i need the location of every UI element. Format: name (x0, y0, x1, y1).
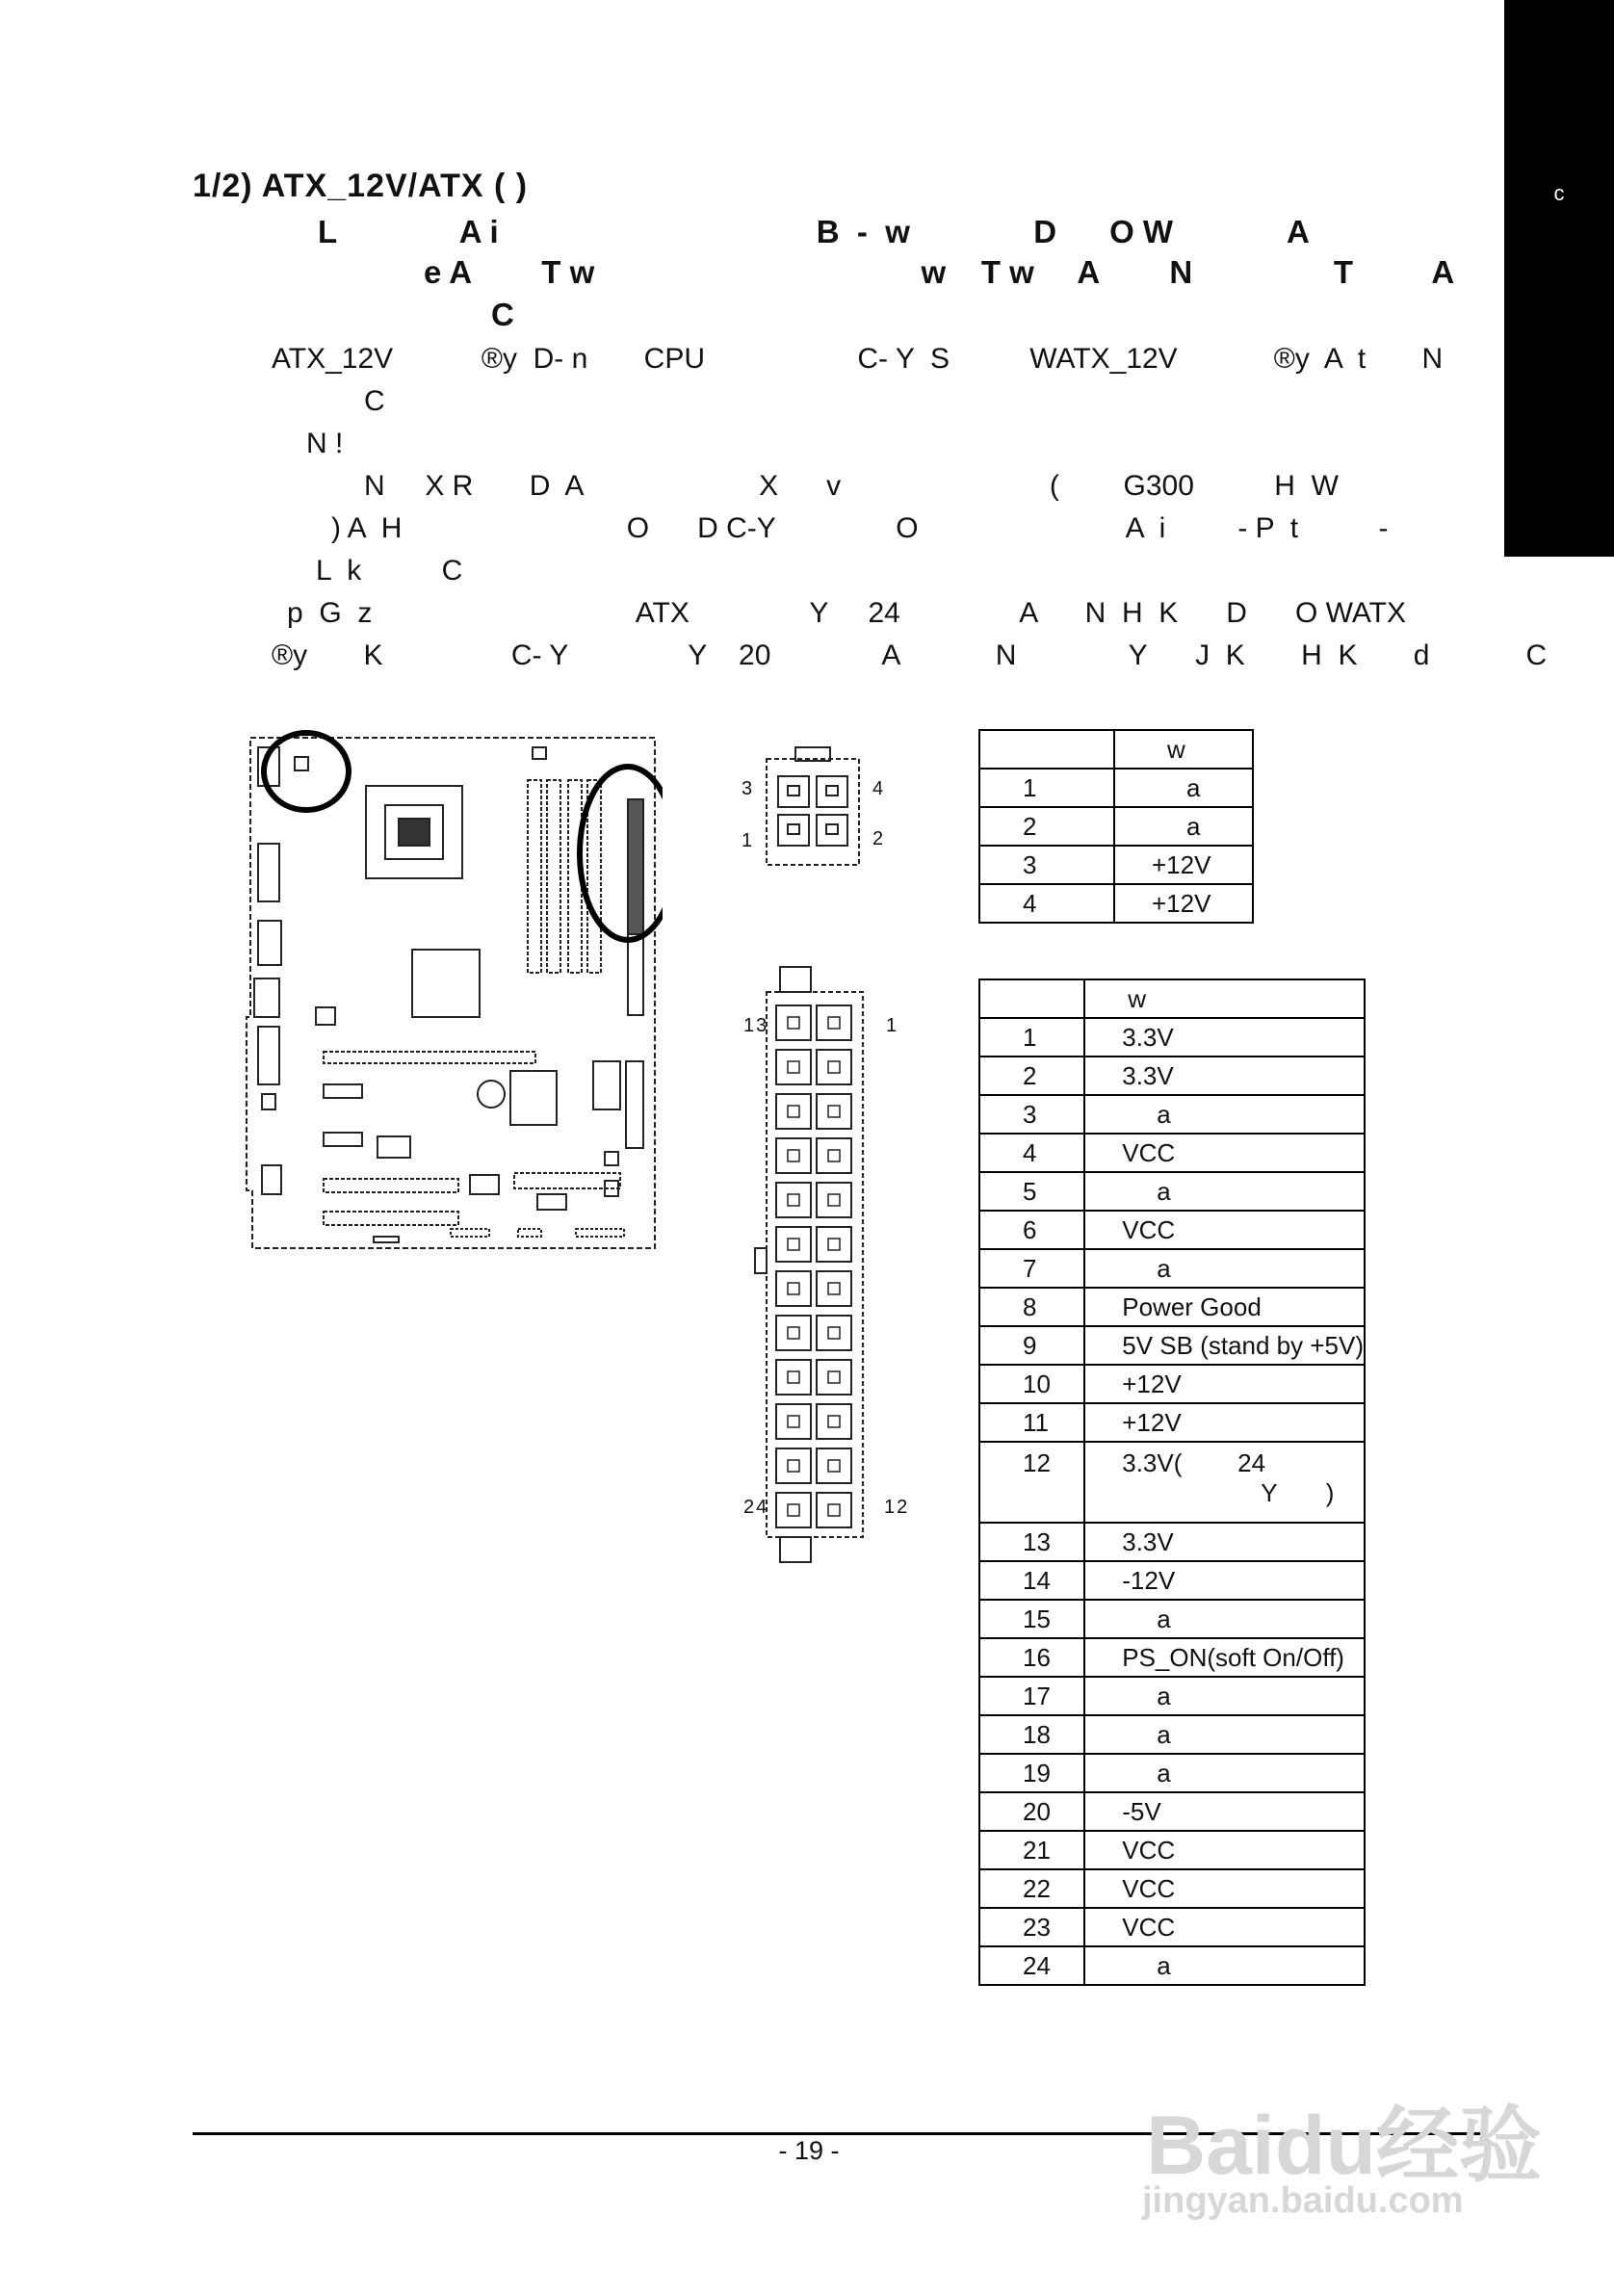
pin-number-cell: 3 (979, 846, 1114, 884)
atx-pin-label-1: 1 (886, 1015, 899, 1036)
table-row (979, 846, 1253, 884)
table-row (979, 1523, 1365, 1561)
table-row (979, 1018, 1365, 1057)
pin-number-cell: 3 (979, 1095, 1084, 1134)
pin-definition-cell: +12V (1084, 1403, 1365, 1442)
pin-number-cell: 10 (979, 1365, 1084, 1403)
table-row (979, 884, 1253, 923)
table-row (979, 1677, 1365, 1715)
pin-definition-cell: -5V (1084, 1792, 1365, 1831)
section-heading: 1/2) ATX_12V/ATX ( ) (193, 168, 529, 204)
pin-number-cell: 19 (979, 1754, 1084, 1792)
atx12v-pin-label-2: 2 (872, 828, 886, 849)
table-row (979, 1134, 1365, 1172)
intro-bold-line-2: e A T w w T w A N T A (424, 254, 1455, 290)
table-header-row (979, 979, 1365, 1018)
page-number: - 19 - (778, 2136, 840, 2165)
table-row (979, 1754, 1365, 1792)
body-line-3: N ! (306, 428, 344, 459)
table-row (979, 1442, 1365, 1523)
table-row (979, 769, 1253, 807)
pin-definition-cell: 3.3V (1084, 1057, 1365, 1095)
table-row (979, 1057, 1365, 1095)
pin-number-cell: 20 (979, 1792, 1084, 1831)
pin-definition-cell: -12V (1084, 1561, 1365, 1600)
pin-definition-cell: VCC (1084, 1869, 1365, 1908)
body-line-5: ) A H O D C-Y O A i - P t - (331, 512, 1389, 544)
pin-number-cell: 4 (979, 884, 1114, 923)
pin-number-cell: 7 (979, 1249, 1084, 1288)
table-row (979, 1211, 1365, 1249)
table-header-cell (979, 730, 1114, 769)
pin-definition-cell: a (1084, 1677, 1365, 1715)
intro-bold-line-1: L A i B - w D O W A (318, 214, 1310, 249)
pin-number-cell: 8 (979, 1288, 1084, 1326)
atx-pin-label-24: 24 (743, 1497, 769, 1518)
table-header-cell (979, 979, 1084, 1018)
body-line-6: L k C (316, 555, 463, 587)
pin-number-cell: 1 (979, 769, 1114, 807)
watermark-logo: Baidu经验 (1146, 2100, 1542, 2192)
pin-definition-cell: a (1084, 1095, 1365, 1134)
pin-number-cell: 17 (979, 1677, 1084, 1715)
pin-number-cell: 9 (979, 1326, 1084, 1365)
atx12v-pin-label-3: 3 (742, 778, 755, 799)
pin-number-cell: 24 (979, 1946, 1084, 1985)
pin-definition-cell: +12V (1114, 884, 1253, 923)
table-row (979, 1403, 1365, 1442)
table-row (979, 1869, 1365, 1908)
pin-definition-cell: a (1084, 1600, 1365, 1638)
pin-definition-cell: a (1084, 1249, 1365, 1288)
intro-bold-line-3: C (491, 297, 514, 332)
table-row (979, 1095, 1365, 1134)
pin-number-cell: 2 (979, 807, 1114, 846)
table-header-cell: w (1084, 979, 1365, 1018)
pin-definition-cell: +12V (1084, 1365, 1365, 1403)
chapter-side-tab-label: c (1553, 181, 1565, 205)
table-row (979, 1249, 1365, 1288)
table-header-cell: w (1114, 730, 1253, 769)
pin-number-cell: 15 (979, 1600, 1084, 1638)
pin-number-cell: 21 (979, 1831, 1084, 1869)
pin-definition-cell: a (1084, 1715, 1365, 1754)
pin-number-cell: 23 (979, 1908, 1084, 1946)
pin-number-cell: 16 (979, 1638, 1084, 1677)
table-row (979, 1946, 1365, 1985)
pin-definition-cell: Power Good (1084, 1288, 1365, 1326)
body-line-8: ®y K C- Y Y 20 A N Y J K H K d C (272, 639, 1548, 671)
table-row (979, 1831, 1365, 1869)
table-row (979, 1638, 1365, 1677)
pin-number-cell: 11 (979, 1403, 1084, 1442)
atx12v-connector-diagram (761, 742, 867, 871)
table-row (979, 807, 1253, 846)
pin-number-cell: 13 (979, 1523, 1084, 1561)
pin-definition-cell: 3.3V( 24 Y ) (1084, 1442, 1365, 1523)
pin-number-cell: 6 (979, 1211, 1084, 1249)
table-header-row (979, 730, 1253, 769)
pin-definition-cell: VCC (1084, 1211, 1365, 1249)
pin-number-cell: 2 (979, 1057, 1084, 1095)
pin-definition-cell: VCC (1084, 1831, 1365, 1869)
atx-24pin-connector-diagram (753, 963, 878, 1566)
atx-pin-label-12: 12 (884, 1497, 910, 1518)
watermark-url: jingyan.baidu.com (1142, 2180, 1464, 2221)
pin-definition-cell: PS_ON(soft On/Off) (1084, 1638, 1365, 1677)
pin-definition-cell: a (1114, 769, 1253, 807)
table-row (979, 1792, 1365, 1831)
pin-number-cell: 4 (979, 1134, 1084, 1172)
table-row (979, 1715, 1365, 1754)
atx-pin-label-13: 13 (743, 1015, 769, 1036)
pin-definition-cell: VCC (1084, 1908, 1365, 1946)
pin-definition-cell: a (1084, 1754, 1365, 1792)
pin-definition-cell: 3.3V (1084, 1018, 1365, 1057)
table-row (979, 1908, 1365, 1946)
body-line-4: N X R D A X v ( G300 H W (364, 470, 1339, 502)
motherboard-diagram (239, 728, 663, 1258)
atx-pin-table (978, 978, 1366, 1986)
pin-definition-cell: VCC (1084, 1134, 1365, 1172)
table-row (979, 1365, 1365, 1403)
pin-number-cell: 5 (979, 1172, 1084, 1211)
atx12v-pin-table (978, 729, 1254, 924)
chapter-side-tab (1504, 0, 1614, 557)
pin-number-cell: 1 (979, 1018, 1084, 1057)
pin-number-cell: 14 (979, 1561, 1084, 1600)
body-line-1: ATX_12V ®y D- n CPU C- Y S WATX_12V ®y A t N (272, 343, 1444, 375)
atx12v-pin-label-1: 1 (742, 830, 755, 851)
pin-definition-cell: a (1114, 807, 1253, 846)
body-line-7: p G z ATX Y 24 A N H K D O WATX (287, 597, 1406, 629)
atx12v-pin-label-4: 4 (872, 778, 886, 799)
pin-number-cell: 18 (979, 1715, 1084, 1754)
table-row (979, 1600, 1365, 1638)
table-row (979, 1288, 1365, 1326)
pin-definition-cell: 3.3V (1084, 1523, 1365, 1561)
table-row (979, 1326, 1365, 1365)
pin-definition-cell: +12V (1114, 846, 1253, 884)
table-row (979, 1561, 1365, 1600)
table-row (979, 1172, 1365, 1211)
pin-definition-cell: 5V SB (stand by +5V) (1084, 1326, 1365, 1365)
pin-definition-cell: a (1084, 1172, 1365, 1211)
pin-number-cell: 12 (979, 1442, 1084, 1523)
pin-definition-cell: a (1084, 1946, 1365, 1985)
pin-number-cell: 22 (979, 1869, 1084, 1908)
body-line-2: C (364, 385, 385, 417)
